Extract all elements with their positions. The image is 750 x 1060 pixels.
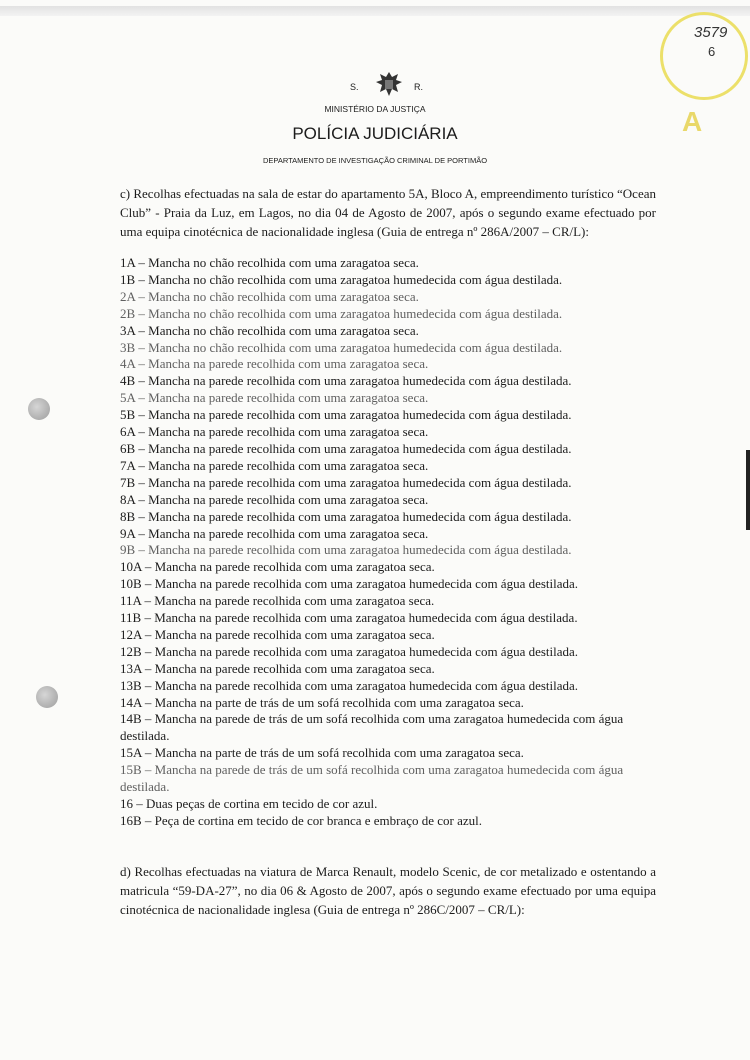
evidence-list bbox=[120, 255, 656, 830]
letterhead bbox=[0, 70, 750, 100]
list-item: 16 – Duas peças de cortina em tecido de cor azul. bbox=[120, 796, 378, 811]
list-item: 12B – Mancha na parede recolhida com uma zaragatoa humedecida com água destilada. bbox=[120, 643, 579, 659]
list-item: 15A – Mancha na parte de trás de um sofá recolhida com uma zaragatoa seca. bbox=[120, 745, 524, 761]
s-letter: S. bbox=[350, 82, 359, 92]
list-item: 13A – Mancha na parede recolhida com uma zaragatoa seca. bbox=[120, 660, 435, 676]
list-item: 16B – Peça de cortina em tecido de cor branca e embraço de cor azul. bbox=[120, 812, 483, 828]
list-item: 7B – Mancha na parede recolhida com uma zaragatoa humedecida com água destilada. bbox=[120, 474, 572, 490]
handwritten-sub-number: 6 bbox=[708, 44, 716, 59]
department-name: DEPARTAMENTO DE INVESTIGAÇÃO CRIMINAL DE PORTIMÃO bbox=[262, 156, 488, 165]
punch-hole-icon bbox=[28, 398, 50, 420]
list-item: 2A – Mancha no chão recolhida com uma zaragatoa seca. bbox=[120, 288, 419, 304]
list-item: 11B – Mancha na parede recolhida com uma zaragatoa humedecida com água destilada. bbox=[120, 610, 578, 626]
list-item: 5A – Mancha na parede recolhida com uma zaragatoa seca. bbox=[120, 390, 429, 406]
list-item: 4B – Mancha na parede recolhida com uma zaragatoa humedecida com água destilada. bbox=[120, 373, 572, 389]
list-item: 9A – Mancha na parede recolhida com uma zaragatoa seca. bbox=[120, 525, 429, 541]
list-item: 9B – Mancha na parede recolhida com uma zaragatoa humedecida com água destilada. bbox=[120, 542, 572, 558]
list-item: 13B – Mancha na parede recolhida com uma zaragatoa humedecida com água destilada. bbox=[120, 677, 579, 693]
section-d-intro: d) Recolhas efectuadas na viatura de Marca Renault, modelo Scenic, de cor metalizado e ostentando a matricula “59-DA-27”, no dia 06 & Agosto de 2007, após o segundo exame efectuado por uma equipa cinotécnica de nacionalidade inglesa (Guia de entrega nº 286C/2007 – CR/L): bbox=[120, 863, 656, 917]
coat-of-arms-icon bbox=[374, 70, 404, 98]
list-item: 12A – Mancha na parede recolhida com uma zaragatoa seca. bbox=[120, 626, 435, 642]
list-item: 1A – Mancha no chão recolhida com uma zaragatoa seca. bbox=[120, 255, 419, 270]
list-item: 6A – Mancha na parede recolhida com uma zaragatoa seca. bbox=[120, 424, 429, 440]
list-item: 14B – Mancha na parede de trás de um sofá recolhida com uma zaragatoa humedecida com água destilada. bbox=[120, 711, 624, 744]
r-letter: R. bbox=[414, 82, 423, 92]
ministry-name: MINISTÉRIO DA JUSTIÇA bbox=[324, 104, 426, 114]
document-body bbox=[120, 184, 656, 919]
list-item: 5B – Mancha na parede recolhida com uma zaragatoa humedecida com água destilada. bbox=[120, 407, 572, 423]
list-item: 8B – Mancha na parede recolhida com uma zaragatoa humedecida com água destilada. bbox=[120, 508, 572, 524]
scan-top-edge bbox=[0, 6, 750, 16]
scan-right-edge-mark bbox=[746, 450, 750, 530]
list-item: 1B – Mancha no chão recolhida com uma zaragatoa humedecida com água destilada. bbox=[120, 271, 563, 287]
list-item: 6B – Mancha na parede recolhida com uma zaragatoa humedecida com água destilada. bbox=[120, 440, 572, 456]
list-item: 3B – Mancha no chão recolhida com uma zaragatoa humedecida com água destilada. bbox=[120, 339, 563, 355]
handwritten-page-number: 3579 bbox=[694, 24, 728, 41]
list-item: 14A – Mancha na parte de trás de um sofá recolhida com uma zaragatoa seca. bbox=[120, 694, 524, 710]
list-item: 10B – Mancha na parede recolhida com uma zaragatoa humedecida com água destilada. bbox=[120, 576, 579, 592]
handwritten-letter: A bbox=[682, 106, 703, 137]
list-item: 15B – Mancha na parede de trás de um sofá recolhida com uma zaragatoa humedecida com água destilada. bbox=[120, 762, 624, 795]
section-c-intro: c) Recolhas efectuadas na sala de estar do apartamento 5A, Bloco A, empreendimento turístico “Ocean Club” - Praia da Luz, em Lagos, no dia 04 de Agosto de 2007, após o segundo exame efectuado por uma equipa cinotécnica de nacionalidade inglesa (Guia de entrega nº 286A/2007 – CR/L): bbox=[120, 186, 656, 239]
punch-hole-icon bbox=[36, 686, 58, 708]
list-item: 7A – Mancha na parede recolhida com uma zaragatoa seca. bbox=[120, 457, 429, 473]
list-item: 2B – Mancha no chão recolhida com uma zaragatoa humedecida com água destilada. bbox=[120, 305, 563, 321]
list-item: 4A – Mancha na parede recolhida com uma zaragatoa seca. bbox=[120, 356, 429, 372]
list-item: 3A – Mancha no chão recolhida com uma zaragatoa seca. bbox=[120, 322, 419, 338]
list-item: 8A – Mancha na parede recolhida com uma zaragatoa seca. bbox=[120, 491, 429, 507]
agency-title: POLÍCIA JUDICIÁRIA bbox=[292, 124, 458, 143]
list-item: 10A – Mancha na parede recolhida com uma zaragatoa seca. bbox=[120, 559, 435, 575]
list-item: 11A – Mancha na parede recolhida com uma zaragatoa seca. bbox=[120, 593, 435, 609]
